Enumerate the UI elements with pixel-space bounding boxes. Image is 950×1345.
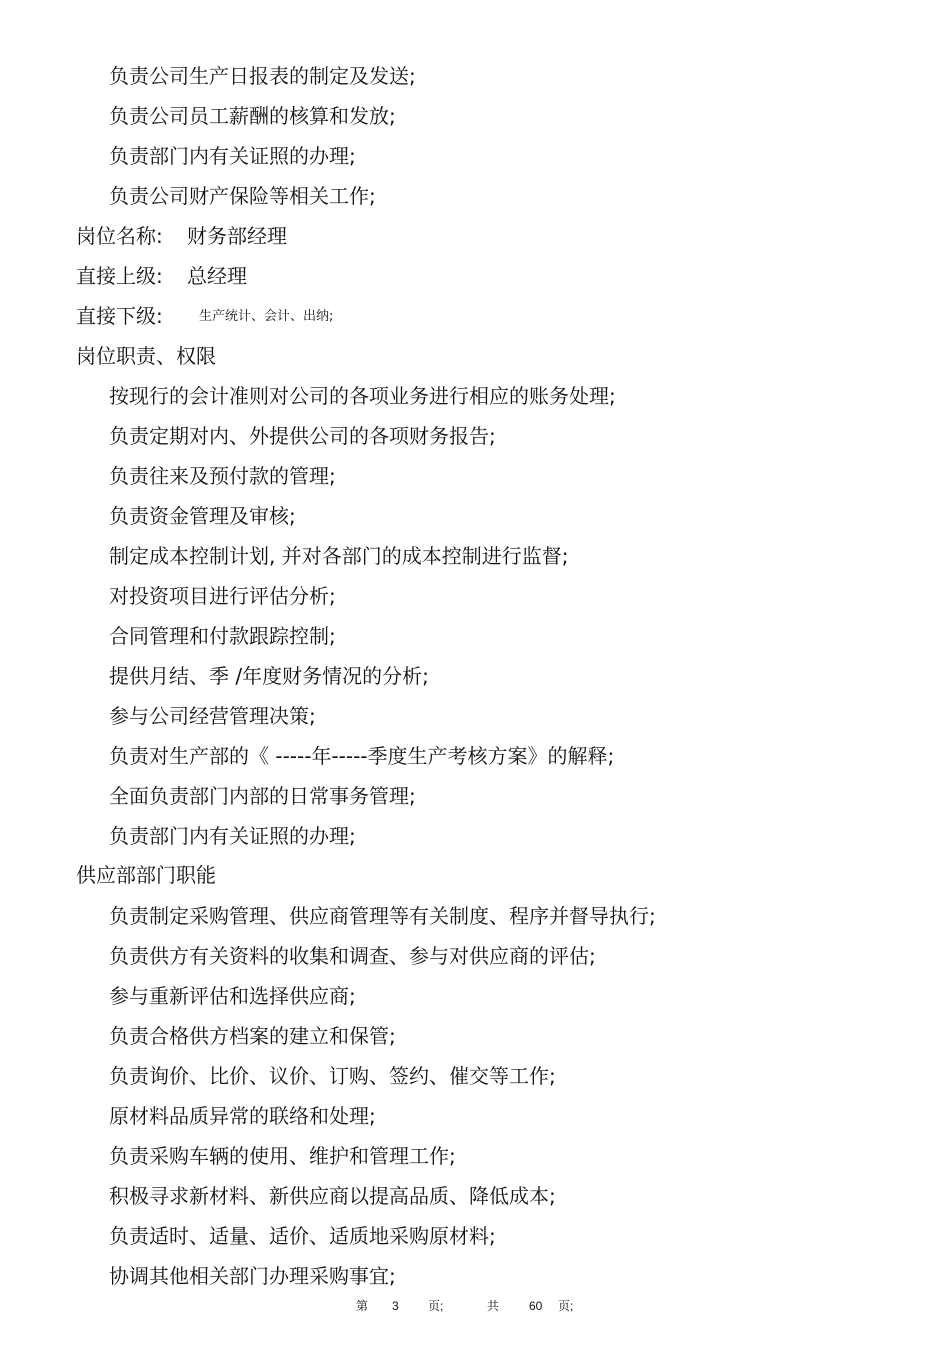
text-line: 负责适时、适量、适价、适质地采购原材料;: [109, 1224, 496, 1248]
text-line: 负责采购车辆的使用、维护和管理工作;: [109, 1144, 456, 1168]
text-line: 参与公司经营管理决策;: [109, 704, 316, 728]
text-line: 提供月结、季 /年度财务情况的分析;: [109, 664, 429, 688]
text-line: 负责对生产部的《 -----年-----季度生产考核方案》的解释;: [109, 744, 615, 768]
field-label: 直接下级:: [76, 304, 163, 328]
text-line: 对投资项目进行评估分析;: [109, 584, 336, 608]
text-line: 积极寻求新材料、新供应商以提高品质、降低成本;: [109, 1184, 556, 1208]
text-line: 负责合格供方档案的建立和保管;: [109, 1024, 396, 1048]
text-line: 全面负责部门内部的日常事务管理;: [109, 784, 416, 808]
field-value: 生产统计、会计、出纳;: [199, 309, 334, 324]
text-line: 制定成本控制计划, 并对各部门的成本控制进行监督;: [109, 544, 569, 568]
text-line: 负责定期对内、外提供公司的各项财务报告;: [109, 424, 496, 448]
text-line: 负责公司员工薪酬的核算和发放;: [109, 104, 396, 128]
text-line: 合同管理和付款跟踪控制;: [109, 624, 336, 648]
text-line: 协调其他相关部门办理采购事宜;: [109, 1264, 396, 1288]
text-line: 原材料品质异常的联络和处理;: [109, 1104, 376, 1128]
total-suffix: 页;: [558, 1299, 574, 1313]
text-line: 负责公司财产保险等相关工作;: [109, 184, 376, 208]
field-value: 总经理: [187, 264, 247, 288]
total-pages: 60: [529, 1299, 543, 1313]
text-line: 负责公司生产日报表的制定及发送;: [109, 64, 416, 88]
text-line: 参与重新评估和选择供应商;: [109, 984, 356, 1008]
text-line: 负责制定采购管理、供应商管理等有关制度、程序并督导执行;: [109, 904, 656, 928]
text-line: 负责部门内有关证照的办理;: [109, 144, 356, 168]
field-label: 岗位名称:: [76, 224, 163, 248]
text-line: 负责往来及预付款的管理;: [109, 464, 336, 488]
text-line: 负责资金管理及审核;: [109, 504, 296, 528]
section-heading: 岗位职责、权限: [76, 344, 216, 368]
text-line: 负责询价、比价、议价、订购、签约、催交等工作;: [109, 1064, 556, 1088]
section-heading: 供应部部门职能: [76, 863, 216, 887]
field-value: 财务部经理: [187, 224, 287, 248]
text-line: 按现行的会计准则对公司的各项业务进行相应的账务处理;: [109, 384, 616, 408]
text-line: 负责供方有关资料的收集和调查、参与对供应商的评估;: [109, 944, 596, 968]
text-line: 负责部门内有关证照的办理;: [109, 824, 356, 848]
total-prefix: 共: [487, 1299, 500, 1313]
page-number: 3: [392, 1299, 399, 1313]
page-prefix: 第: [356, 1299, 369, 1313]
page-suffix: 页;: [428, 1299, 444, 1313]
field-label: 直接上级:: [76, 264, 163, 288]
